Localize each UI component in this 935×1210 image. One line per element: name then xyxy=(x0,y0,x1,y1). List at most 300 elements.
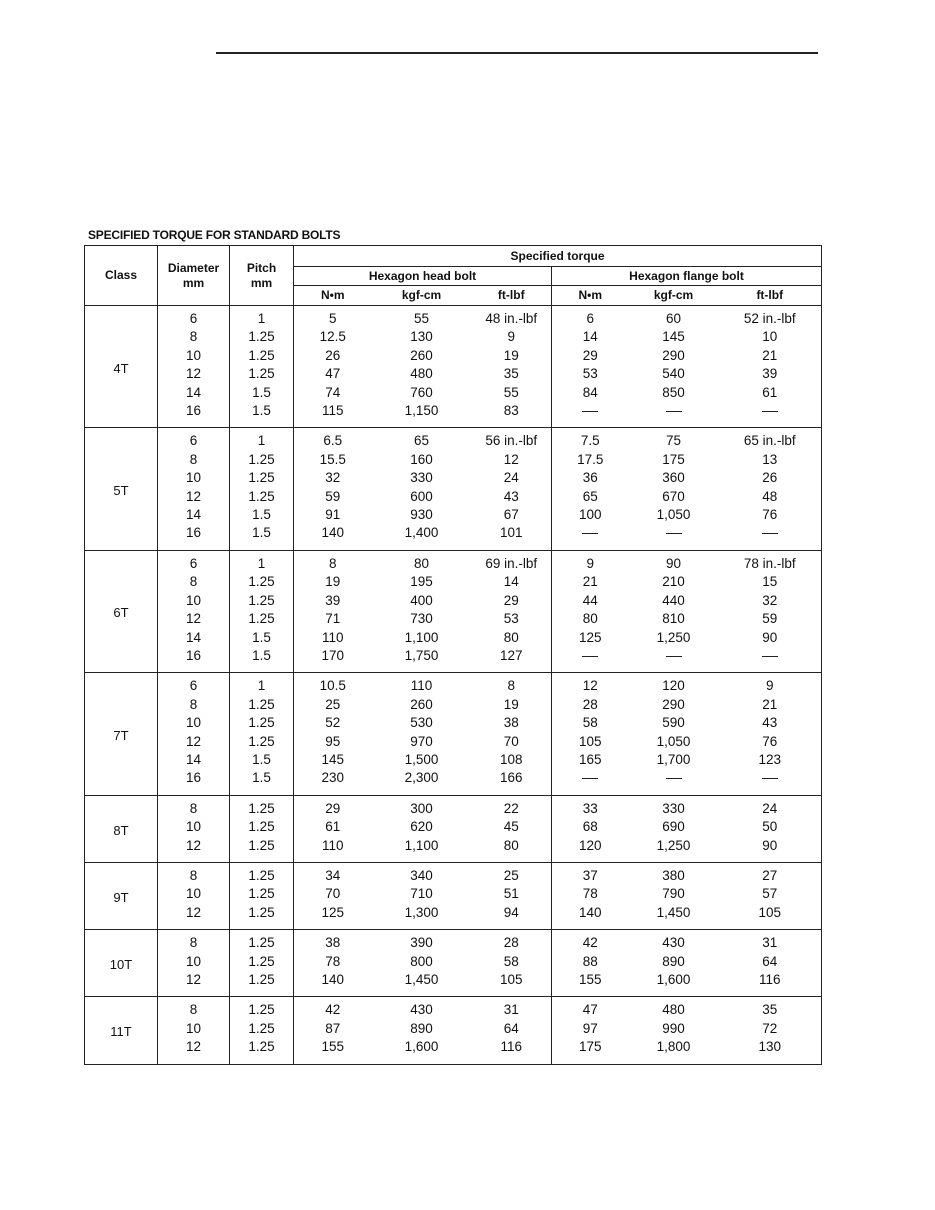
cell-flange-kgfcm: 670 xyxy=(662,488,685,504)
cell-pitch: 1.25 xyxy=(230,837,294,863)
header-pitch xyxy=(230,246,294,306)
cell-head-ftlbf: 83 xyxy=(472,402,552,428)
cell-flange-kgfcm: 810 xyxy=(662,611,685,627)
cell-head-kgfcm: 620 xyxy=(410,819,433,835)
cell-head-ftlbf: 80 xyxy=(472,837,552,863)
cell-head-nm: 38 xyxy=(325,935,341,951)
cell-head-kgfcm: 330 xyxy=(410,470,433,486)
dash-mark xyxy=(582,656,598,657)
table-row xyxy=(85,506,822,524)
table-header xyxy=(85,246,822,306)
cell-head-kgfcm: 970 xyxy=(410,733,433,749)
cell-flange-kgfcm: 1,050 xyxy=(656,507,691,523)
cell-diameter: 12 xyxy=(158,610,230,628)
header-pitch-unit: mm xyxy=(250,275,273,290)
cell-head-nm: 52 xyxy=(325,715,341,731)
cell-flange-nm: 9 xyxy=(586,555,594,571)
table-row xyxy=(85,1038,822,1064)
cell-diameter: 12 xyxy=(158,837,230,863)
dash-mark xyxy=(666,656,682,657)
cell-head-ftlbf: 94 xyxy=(472,904,552,930)
cell-flange-kgfcm: 175 xyxy=(662,451,685,467)
cell-head-kgfcm: 260 xyxy=(410,696,433,712)
cell-head-nm: 34 xyxy=(325,867,341,883)
cell-diameter: 12 xyxy=(158,365,230,383)
cell-head-nm: 110 xyxy=(321,629,344,645)
cell-flange-ftlbf: 59 xyxy=(762,611,778,627)
table-row xyxy=(85,592,822,610)
cell-pitch: 1.5 xyxy=(230,769,294,795)
cell-flange-ftlbf: 43 xyxy=(762,715,778,731)
cell-head-nm: 12.5 xyxy=(319,329,346,345)
table-row xyxy=(85,573,822,591)
table-row xyxy=(85,629,822,647)
cell-flange-nm: 165 xyxy=(578,751,602,767)
cell-head-ftlbf: 55 xyxy=(472,384,552,402)
class-cell: 9T xyxy=(85,862,158,929)
cell-flange-ftlbf: 72 xyxy=(762,1020,778,1036)
cell-head-nm: 59 xyxy=(325,488,341,504)
cell-diameter: 8 xyxy=(158,573,230,591)
cell-flange-ftlbf: 90 xyxy=(719,837,822,863)
cell-flange-nm: 47 xyxy=(582,1002,598,1018)
cell-pitch: 1.25 xyxy=(230,733,294,751)
cell-flange-ftlbf: 52 in.-lbf xyxy=(743,311,796,326)
class-cell: 6T xyxy=(85,550,158,672)
cell-head-ftlbf: 127 xyxy=(472,647,552,673)
cell-diameter: 10 xyxy=(158,347,230,365)
cell-flange-ftlbf: 123 xyxy=(758,751,782,767)
dash-mark xyxy=(762,656,778,657)
cell-flange-ftlbf: 21 xyxy=(762,696,778,712)
table-row xyxy=(85,610,822,628)
cell-flange-ftlbf: 64 xyxy=(762,953,778,969)
cell-flange-ftlbf: 39 xyxy=(762,366,778,382)
cell-head-kgfcm: 480 xyxy=(410,366,433,382)
cell-head-kgfcm: 130 xyxy=(410,329,433,345)
cell-head-kgfcm: 110 xyxy=(410,678,433,694)
cell-pitch: 1 xyxy=(230,428,294,451)
cell-head-kgfcm: 160 xyxy=(410,451,433,467)
cell-head-ftlbf: 29 xyxy=(472,592,552,610)
cell-pitch: 1.25 xyxy=(230,1038,294,1064)
cell-flange-ftlbf: 13 xyxy=(762,451,778,467)
cell-flange-kgfcm: 360 xyxy=(662,470,685,486)
cell-flange-nm: 6 xyxy=(586,311,594,326)
cell-diameter: 8 xyxy=(158,862,230,885)
cell-head-ftlbf: 9 xyxy=(472,328,552,346)
cell-head-kgfcm: 1,100 xyxy=(372,837,472,863)
table-row xyxy=(85,469,822,487)
cell-head-kgfcm: 1,500 xyxy=(404,751,439,767)
cell-head-ftlbf: 19 xyxy=(472,696,552,714)
cell-head-kgfcm: 400 xyxy=(410,592,433,608)
cell-diameter: 14 xyxy=(158,751,230,769)
cell-flange-kgfcm: 1,450 xyxy=(629,904,719,930)
cell-head-nm: 78 xyxy=(325,953,341,969)
cell-pitch: 1.25 xyxy=(230,488,294,506)
cell-flange-nm: 125 xyxy=(578,629,602,645)
cell-flange-nm: 78 xyxy=(582,886,598,902)
cell-head-nm: 155 xyxy=(321,1039,345,1055)
cell-flange-kgfcm: 290 xyxy=(662,696,685,712)
cell-head-ftlbf: 19 xyxy=(472,347,552,365)
cell-flange-nm xyxy=(552,769,629,795)
cell-head-kgfcm: 340 xyxy=(410,867,433,883)
cell-flange-ftlbf: 76 xyxy=(762,507,778,523)
cell-pitch: 1.5 xyxy=(230,506,294,524)
cell-diameter: 10 xyxy=(158,714,230,732)
cell-flange-ftlbf: 27 xyxy=(762,867,778,883)
cell-head-kgfcm: 260 xyxy=(410,347,433,363)
cell-diameter: 12 xyxy=(158,971,230,997)
table-row xyxy=(85,328,822,346)
cell-head-nm: 6.5 xyxy=(323,433,343,449)
cell-diameter: 6 xyxy=(158,428,230,451)
cell-flange-nm: 175 xyxy=(578,1039,602,1055)
class-cell: 8T xyxy=(85,795,158,862)
cell-pitch: 1.25 xyxy=(230,930,294,953)
header-hex-flange-bolt: Hexagon flange bolt xyxy=(552,267,822,286)
cell-flange-ftlbf: 90 xyxy=(762,629,778,645)
cell-head-ftlbf: 69 in.-lbf xyxy=(472,550,552,573)
cell-diameter: 10 xyxy=(158,818,230,836)
cell-flange-kgfcm: 75 xyxy=(665,433,682,449)
table-row xyxy=(85,488,822,506)
cell-head-ftlbf: 8 xyxy=(472,673,552,696)
cell-pitch: 1.25 xyxy=(230,328,294,346)
cell-pitch: 1.25 xyxy=(230,610,294,628)
cell-pitch: 1.25 xyxy=(230,573,294,591)
cell-head-kgfcm: 1,150 xyxy=(372,402,472,428)
cell-head-nm: 230 xyxy=(294,769,372,795)
cell-head-nm: 5 xyxy=(328,311,337,326)
cell-pitch: 1.25 xyxy=(230,885,294,903)
cell-head-nm: 39 xyxy=(325,592,341,608)
cell-diameter: 16 xyxy=(158,402,230,428)
cell-head-kgfcm: 1,400 xyxy=(372,524,472,550)
cell-diameter: 14 xyxy=(158,384,230,402)
cell-head-ftlbf: 58 xyxy=(472,953,552,971)
cell-diameter: 6 xyxy=(158,306,230,329)
header-unit-kgfcm: kgf-cm xyxy=(372,286,472,306)
header-hex-head-bolt: Hexagon head bolt xyxy=(294,267,552,286)
cell-pitch: 1.25 xyxy=(230,451,294,469)
cell-pitch: 1.25 xyxy=(230,714,294,732)
dash-mark xyxy=(762,411,778,412)
cell-head-nm: 95 xyxy=(325,733,341,749)
cell-flange-nm: 58 xyxy=(582,715,598,731)
table-row xyxy=(85,428,822,451)
cell-diameter: 8 xyxy=(158,696,230,714)
dash-mark xyxy=(582,411,598,412)
cell-pitch: 1.25 xyxy=(230,795,294,818)
cell-head-kgfcm: 390 xyxy=(410,935,433,951)
table-row xyxy=(85,930,822,953)
cell-flange-nm: 7.5 xyxy=(580,433,600,449)
cell-flange-nm: 21 xyxy=(582,574,598,590)
cell-flange-kgfcm: 1,800 xyxy=(656,1039,691,1055)
cell-flange-ftlbf: 35 xyxy=(762,1002,778,1018)
cell-head-nm: 125 xyxy=(294,904,372,930)
cell-flange-kgfcm: 1,250 xyxy=(656,629,691,645)
cell-flange-nm: 53 xyxy=(582,366,598,382)
top-rule xyxy=(216,52,818,54)
cell-pitch: 1.5 xyxy=(230,751,294,769)
table-row xyxy=(85,714,822,732)
table-title: SPECIFIED TORQUE FOR STANDARD BOLTS xyxy=(88,228,341,242)
header-specified-torque: Specified torque xyxy=(294,246,822,267)
cell-pitch: 1 xyxy=(230,673,294,696)
cell-flange-kgfcm: 890 xyxy=(662,953,685,969)
cell-head-ftlbf: 64 xyxy=(472,1020,552,1038)
cell-flange-kgfcm: 1,250 xyxy=(629,837,719,863)
cell-flange-nm: 29 xyxy=(582,347,598,363)
cell-head-nm: 25 xyxy=(325,696,341,712)
class-cell: 10T xyxy=(85,930,158,997)
cell-diameter: 8 xyxy=(158,328,230,346)
cell-diameter: 12 xyxy=(158,1038,230,1064)
cell-diameter: 14 xyxy=(158,629,230,647)
cell-diameter: 12 xyxy=(158,488,230,506)
header-unit-nm: N•m xyxy=(552,286,629,306)
cell-flange-nm: 44 xyxy=(582,592,598,608)
cell-head-ftlbf: 67 xyxy=(472,506,552,524)
cell-flange-nm: 88 xyxy=(582,953,598,969)
cell-head-ftlbf: 80 xyxy=(472,629,552,647)
cell-pitch: 1.25 xyxy=(230,904,294,930)
cell-pitch: 1 xyxy=(230,306,294,329)
table-row xyxy=(85,818,822,836)
class-cell: 7T xyxy=(85,673,158,795)
cell-head-nm: 26 xyxy=(325,347,341,363)
table-body xyxy=(85,306,822,1065)
cell-head-ftlbf: 31 xyxy=(472,997,552,1020)
cell-head-ftlbf: 25 xyxy=(472,862,552,885)
cell-head-ftlbf: 28 xyxy=(472,930,552,953)
cell-pitch: 1.25 xyxy=(230,347,294,365)
header-class-label: Class xyxy=(104,268,138,282)
cell-flange-ftlbf: 57 xyxy=(762,886,778,902)
cell-head-ftlbf: 116 xyxy=(472,1038,552,1064)
cell-diameter: 8 xyxy=(158,997,230,1020)
cell-head-nm: 42 xyxy=(325,1002,341,1018)
cell-head-ftlbf: 70 xyxy=(472,733,552,751)
table-row xyxy=(85,647,822,673)
table-row xyxy=(85,971,822,997)
cell-head-nm: 145 xyxy=(321,751,345,767)
cell-head-ftlbf: 101 xyxy=(472,524,552,550)
cell-diameter: 14 xyxy=(158,506,230,524)
cell-flange-kgfcm: 690 xyxy=(662,819,685,835)
cell-flange-nm: 65 xyxy=(582,488,598,504)
cell-head-kgfcm: 1,100 xyxy=(404,629,439,645)
cell-head-kgfcm: 55 xyxy=(413,311,430,326)
table-row xyxy=(85,550,822,573)
cell-head-kgfcm: 1,450 xyxy=(372,971,472,997)
cell-diameter: 10 xyxy=(158,885,230,903)
cell-flange-ftlbf: 31 xyxy=(762,935,778,951)
cell-flange-ftlbf: 50 xyxy=(762,819,778,835)
cell-diameter: 8 xyxy=(158,795,230,818)
header-class xyxy=(85,246,158,306)
cell-pitch: 1.5 xyxy=(230,629,294,647)
cell-pitch: 1.5 xyxy=(230,524,294,550)
cell-flange-nm: 105 xyxy=(578,733,602,749)
cell-head-ftlbf: 53 xyxy=(472,610,552,628)
cell-head-kgfcm: 80 xyxy=(413,555,430,571)
cell-head-kgfcm: 1,600 xyxy=(404,1039,439,1055)
cell-flange-ftlbf: 65 in.-lbf xyxy=(743,433,796,449)
cell-flange-ftlbf: 78 in.-lbf xyxy=(743,555,796,571)
cell-head-nm: 32 xyxy=(325,470,341,486)
dash-mark xyxy=(762,778,778,779)
cell-flange-kgfcm: 590 xyxy=(662,715,685,731)
cell-flange-nm: 28 xyxy=(582,696,598,712)
cell-pitch: 1.25 xyxy=(230,862,294,885)
cell-flange-ftlbf: 76 xyxy=(762,733,778,749)
cell-head-ftlbf: 166 xyxy=(472,769,552,795)
cell-flange-kgfcm: 380 xyxy=(662,867,685,883)
cell-head-kgfcm: 1,300 xyxy=(372,904,472,930)
cell-flange-ftlbf: 24 xyxy=(762,800,778,816)
table-row xyxy=(85,402,822,428)
cell-flange-nm: 97 xyxy=(582,1020,598,1036)
cell-pitch: 1.25 xyxy=(230,971,294,997)
cell-pitch: 1.5 xyxy=(230,384,294,402)
cell-pitch: 1.25 xyxy=(230,469,294,487)
cell-flange-kgfcm: 430 xyxy=(662,935,685,951)
cell-head-nm: 70 xyxy=(325,886,341,902)
cell-flange-ftlbf xyxy=(719,769,822,795)
table-row xyxy=(85,1020,822,1038)
cell-flange-kgfcm: 990 xyxy=(662,1020,685,1036)
cell-flange-ftlbf xyxy=(719,524,822,550)
cell-pitch: 1 xyxy=(230,550,294,573)
cell-flange-nm: 100 xyxy=(578,507,602,523)
class-cell: 11T xyxy=(85,997,158,1064)
cell-flange-nm: 140 xyxy=(552,904,629,930)
cell-head-nm: 115 xyxy=(294,402,372,428)
table-row xyxy=(85,365,822,383)
table-row xyxy=(85,953,822,971)
table-row xyxy=(85,696,822,714)
cell-flange-nm xyxy=(552,647,629,673)
table-row xyxy=(85,885,822,903)
cell-flange-ftlbf: 116 xyxy=(719,971,822,997)
table-row xyxy=(85,347,822,365)
cell-head-nm: 71 xyxy=(325,611,341,627)
cell-pitch: 1.25 xyxy=(230,365,294,383)
cell-diameter: 16 xyxy=(158,647,230,673)
cell-flange-ftlbf: 48 xyxy=(762,488,778,504)
table-row xyxy=(85,795,822,818)
cell-diameter: 16 xyxy=(158,524,230,550)
cell-head-nm: 19 xyxy=(325,574,341,590)
cell-head-nm: 140 xyxy=(294,971,372,997)
dash-mark xyxy=(666,778,682,779)
cell-head-nm: 170 xyxy=(294,647,372,673)
cell-head-ftlbf: 24 xyxy=(472,469,552,487)
cell-flange-kgfcm: 120 xyxy=(662,678,685,694)
header-diameter-label: Diameter xyxy=(167,260,220,275)
cell-head-ftlbf: 35 xyxy=(472,365,552,383)
header-unit-ftlbf: ft-lbf xyxy=(719,286,822,306)
cell-pitch: 1.25 xyxy=(230,592,294,610)
table-row xyxy=(85,837,822,863)
class-cell: 4T xyxy=(85,306,158,428)
cell-head-kgfcm: 600 xyxy=(410,488,433,504)
cell-flange-ftlbf xyxy=(719,402,822,428)
cell-flange-nm: 155 xyxy=(552,971,629,997)
cell-flange-ftlbf: 61 xyxy=(762,384,778,400)
cell-pitch: 1.5 xyxy=(230,647,294,673)
cell-flange-kgfcm: 850 xyxy=(662,384,685,400)
cell-head-kgfcm: 710 xyxy=(410,886,433,902)
cell-pitch: 1.25 xyxy=(230,818,294,836)
cell-flange-kgfcm: 330 xyxy=(662,800,685,816)
cell-flange-kgfcm: 1,050 xyxy=(656,733,691,749)
dash-mark xyxy=(762,533,778,534)
cell-pitch: 1.25 xyxy=(230,997,294,1020)
cell-flange-nm xyxy=(552,524,629,550)
class-cell: 5T xyxy=(85,428,158,550)
cell-head-ftlbf: 108 xyxy=(472,751,552,769)
cell-head-nm: 10.5 xyxy=(319,678,346,694)
cell-flange-nm: 33 xyxy=(582,800,598,816)
cell-head-kgfcm: 530 xyxy=(410,715,433,731)
cell-head-ftlbf: 38 xyxy=(472,714,552,732)
table-row xyxy=(85,451,822,469)
cell-flange-kgfcm: 60 xyxy=(665,311,682,326)
cell-pitch: 1.25 xyxy=(230,696,294,714)
cell-flange-ftlbf: 15 xyxy=(762,574,778,590)
cell-head-kgfcm: 930 xyxy=(410,507,433,523)
cell-diameter: 10 xyxy=(158,953,230,971)
table-row xyxy=(85,862,822,885)
cell-flange-nm: 37 xyxy=(582,867,598,883)
cell-flange-kgfcm: 90 xyxy=(665,555,682,571)
cell-head-ftlbf: 51 xyxy=(472,885,552,903)
table-row xyxy=(85,769,822,795)
cell-head-nm: 15.5 xyxy=(319,451,346,467)
cell-head-ftlbf: 48 in.-lbf xyxy=(472,306,552,329)
cell-diameter: 6 xyxy=(158,550,230,573)
cell-flange-nm: 14 xyxy=(582,329,598,345)
cell-head-kgfcm: 1,750 xyxy=(372,647,472,673)
table-row xyxy=(85,673,822,696)
cell-flange-kgfcm xyxy=(629,524,719,550)
cell-head-nm: 8 xyxy=(328,555,337,571)
table-row xyxy=(85,751,822,769)
cell-flange-ftlbf xyxy=(719,647,822,673)
cell-diameter: 10 xyxy=(158,1020,230,1038)
cell-head-nm: 110 xyxy=(294,837,372,863)
cell-flange-nm: 36 xyxy=(582,470,598,486)
cell-flange-ftlbf: 105 xyxy=(719,904,822,930)
cell-flange-kgfcm: 540 xyxy=(662,366,685,382)
header-diameter-unit: mm xyxy=(182,275,205,290)
cell-diameter: 8 xyxy=(158,451,230,469)
cell-flange-nm: 12 xyxy=(582,678,598,694)
cell-diameter: 16 xyxy=(158,769,230,795)
header-unit-nm: N•m xyxy=(294,286,372,306)
cell-diameter: 6 xyxy=(158,673,230,696)
table-row xyxy=(85,997,822,1020)
cell-flange-ftlbf: 21 xyxy=(762,347,778,363)
cell-flange-nm: 80 xyxy=(582,611,598,627)
cell-head-kgfcm: 800 xyxy=(410,953,433,969)
